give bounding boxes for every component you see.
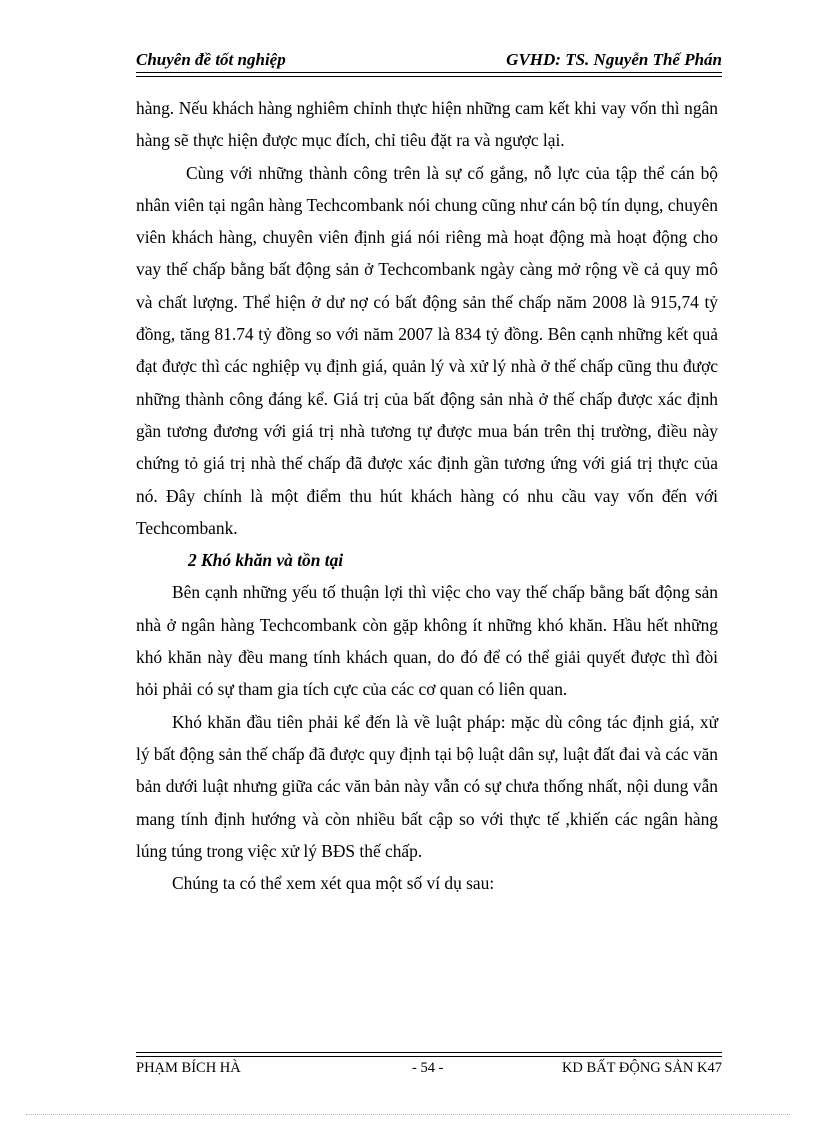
header-rule-thin [136,76,722,77]
page-number: - 54 - [412,1060,444,1076]
paragraph-legal-difficulty: Khó khăn đầu tiên phải kể đến là về luật pháp: mặc dù công tác định giá, xử lý bất động sản thế chấp đã được quy định tại bộ luật dân sự, luật đất đai và các văn bản dưới luật nhưng giữa các văn bản này vẫn có sự chưa thống nhất, nội dung vẫn mang tính định hướng và còn nhiều bất cập so với thực tế ,khiến các ngân hàng lúng túng trong việc xử lý BĐS thế chấp. [136,711,718,861]
document-body [136,92,718,899]
footer-author: PHẠM BÍCH HÀ [136,1060,241,1076]
footer-class: KD BẤT ĐỘNG SẢN K47 [561,1060,722,1076]
header-rule-thick [136,72,722,73]
paragraph-continuation: hàng. Nếu khách hàng nghiêm chỉnh thực hiện những cam kết khi vay vốn thì ngân hàng sẽ thực hiện được mục đích, chỉ tiêu đặt ra và ngược lại. [136,98,718,151]
page-header [136,46,722,72]
footer-rule-thin [136,1052,722,1053]
header-document-type: Chuyên đề tốt nghiệp [136,50,286,69]
paragraph-examples-intro: Chúng ta có thể xem xét qua một số ví dụ sau: [172,873,495,894]
header-advisor: GVHD: TS. Nguyễn Thế Phán [506,50,722,69]
section-heading: 2 Khó khăn và tồn tại [188,550,344,571]
page-footer [136,1052,722,1082]
page-bottom-divider [26,1114,790,1115]
footer-rule-thick [136,1056,722,1057]
paragraph-difficulties-intro: Bên cạnh những yếu tố thuận lợi thì việc cho vay thế chấp bằng bất động sản nhà ở ngân hàng Techcombank còn gặp không ít những khó khăn. Hầu hết những khó khăn này đều mang tính khách quan, do đó để có thể giải quyết được thì đòi hỏi phải có sự tham gia tích cực của các cơ quan có liên quan. [136,582,718,700]
paragraph-achievements: Cùng với những thành công trên là sự cố gắng, nỗ lực của tập thể cán bộ nhân viên tại ngân hàng Techcombank nói chung cũng như cán bộ tín dụng, chuyên viên khách hàng, chuyên viên định giá nói riêng mà hoạt động mà hoạt động cho vay thế chấp bằng bất động sản ở Techcombank ngày càng mở rộng về cả quy mô và chất lượng. Thể hiện ở dư nợ có bất động sản thế chấp năm 2008 là 915,74 tỷ đồng, tăng 81.74 tỷ đồng so với năm 2007 là 834 tỷ đồng. Bên cạnh những kết quả đạt được thì các nghiệp vụ định giá, quản lý và xử lý nhà ở thế chấp cũng thu được những thành công đáng kể. Giá trị của bất động sản nhà ở thế chấp được xác định gần tương đương với giá trị nhà tương tự được mua bán trên thị trường, điều này chứng tỏ giá trị nhà thế chấp đã được xác định gần tương ứng với giá trị thực của nó. Đây chính là một điểm thu hút khách hàng có nhu cầu vay vốn đến với Techcombank. [136,162,718,538]
